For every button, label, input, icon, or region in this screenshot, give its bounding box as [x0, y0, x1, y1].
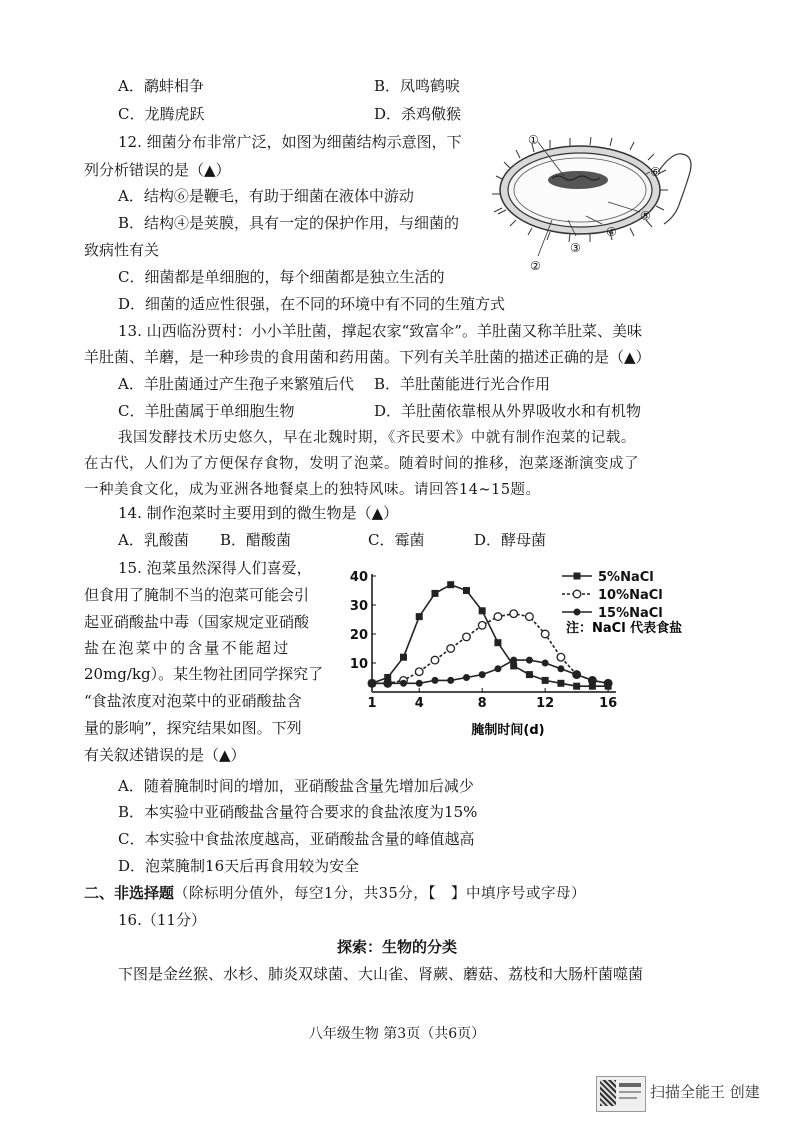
q13-option-c: C．羊肚菌属于单细胞生物: [118, 402, 295, 420]
series-3-point: [510, 657, 517, 664]
passage-line2: 在古代，人们为了方便保存食物，发明了泡菜。随着时间的推移，泡菜逐渐演变成了: [84, 456, 639, 472]
series-2-point: [463, 633, 471, 641]
q15-stem-line6: “食盐浓度对泡菜中的亚硝酸盐含: [84, 692, 302, 710]
series-3-point: [447, 677, 454, 684]
series-2-point: [431, 656, 439, 664]
label-4: ④: [606, 225, 617, 239]
series-1-point: [494, 639, 501, 646]
q14-option-a: A．乳酸菌: [118, 531, 189, 549]
series-3-point: [400, 680, 407, 687]
series-3-point: [494, 665, 501, 672]
q15-stem-line7: 量的影响”，探究结果如图。下列: [84, 719, 302, 737]
section2-title: 二、非选择题: [84, 884, 175, 902]
q15-option-d: D．泡菜腌制16天后再食用较为安全: [118, 857, 360, 875]
q12-option-a: A．结构⑥是鞭毛，有助于细菌在液体中游动: [118, 187, 414, 205]
q11-option-c: C．龙腾虎跃: [118, 105, 205, 123]
series-2-point: [494, 613, 502, 621]
y-tick-label: 30: [349, 599, 368, 614]
q15-stem-line8: 有关叙述错误的是（▲）: [84, 746, 246, 764]
section2-heading: [84, 883, 586, 904]
q15-option-c: C．本实验中食盐浓度越高，亚硝酸盐含量的峰值越高: [118, 830, 475, 848]
series-1-point: [400, 654, 407, 661]
y-tick-label: 40: [349, 570, 368, 585]
series-1-point: [479, 607, 486, 614]
q11-option-a: A．鹬蚌相争: [118, 77, 204, 95]
cell-membrane: [514, 158, 646, 222]
label-6: ⑥: [650, 165, 661, 179]
q12-option-b-line1: B．结构④是荚膜，具有一定的保护作用，与细菌的: [118, 214, 460, 232]
qr-icon: [600, 1080, 616, 1106]
q15-option-a: A．随着腌制时间的增加，亚硝酸盐含量先增加后减少: [118, 777, 474, 795]
q13-stem-line2: 羊肚菌、羊蘑，是一种珍贵的食用菌和药用菌。下列有关羊肚菌的描述正确的是（▲）: [84, 348, 651, 366]
series-1-point: [573, 683, 580, 690]
series-3-point: [526, 657, 533, 664]
q13-option-d: D．羊肚菌依靠根从外界吸收水和有机物: [374, 402, 642, 420]
q16-stem: 16.（11分）: [118, 911, 206, 929]
q15-stem-line2: 但食用了腌制不当的泡菜可能会引: [84, 586, 310, 604]
label-2: ②: [530, 259, 541, 273]
x-tick-label: 4: [414, 696, 424, 711]
q14-option-c: C．霉菌: [368, 531, 425, 549]
y-tick-label: 10: [349, 657, 368, 672]
q12-option-d: D．细菌的适应性很强，在不同的环境中有不同的生殖方式: [118, 295, 506, 313]
q15-option-b: B．本实验中亚硝酸盐含量符合要求的食盐浓度为15%: [118, 803, 478, 821]
q16-heading: 探索：生物的分类: [336, 938, 457, 956]
series-3-point: [431, 677, 438, 684]
q12-stem-line2: 列分析错误的是（▲）: [84, 161, 231, 179]
series-2-point: [541, 630, 549, 638]
series-3-point: [589, 677, 596, 684]
x-tick-label: 8: [477, 696, 487, 711]
label-1: ①: [528, 133, 539, 147]
series-3-point: [573, 671, 580, 678]
chart-note: 注：NaCl 代表食盐: [566, 621, 683, 636]
series-1-point: [542, 677, 549, 684]
flagellum: [658, 154, 691, 224]
dna-region: [548, 171, 608, 189]
legend-label-2: 10%NaCl: [598, 588, 663, 603]
x-tick-label: 16: [599, 696, 618, 711]
q15-stem-line3: 起亚硝酸盐中毒（国家规定亚硝酸: [84, 613, 310, 631]
x-tick-label: 1: [367, 696, 377, 711]
q14-option-b: B．醋酸菌: [220, 531, 292, 549]
bacterium-diagram: [490, 128, 700, 278]
series-3-point: [384, 680, 391, 687]
q11-option-d: D．杀鸡儆猴: [374, 105, 462, 123]
page-number: 八年级生物 第3页（共6页）: [308, 1026, 486, 1042]
legend-label-1: 5%NaCl: [598, 570, 654, 585]
label-3: ③: [570, 241, 581, 255]
x-tick-label: 12: [536, 696, 555, 711]
q11-option-b: B．凤鸣鹤唳: [374, 77, 461, 95]
q13-stem-line1: 13. 山西临汾贾村：小小羊肚菌，撑起农家“致富伞”。羊肚菌又称羊肚菜、美味: [118, 322, 642, 340]
series-3-point: [479, 671, 486, 678]
legend-marker-2: [573, 590, 581, 598]
y-tick-label: 20: [349, 628, 368, 643]
series-3-point: [557, 665, 564, 672]
passage-line3: 一种美食文化，成为亚洲各地餐桌上的独特风味。请回答14~15题。: [84, 482, 541, 498]
series-3-point: [416, 680, 423, 687]
series-3-point: [463, 674, 470, 681]
q13-option-b: B．羊肚菌能进行光合作用: [374, 375, 551, 393]
q12-option-b-line2: 致病性有关: [84, 241, 160, 259]
legend-label-3: 15%NaCl: [598, 606, 663, 621]
series-1-point: [526, 671, 533, 678]
q16-line1: 下图是金丝猴、水杉、肺炎双球菌、大山雀、肾蕨、蘑菇、荔枝和大肠杆菌噬菌: [118, 965, 644, 983]
legend-marker-3: [574, 609, 581, 616]
series-3-point: [605, 680, 612, 687]
section2-note: （除标明分值外，每空1分，共35分，【 】中填序号或字母）: [174, 886, 586, 902]
q12-option-c: C．细菌都是单细胞的，每个细菌都是独立生活的: [118, 268, 445, 286]
series-1-point: [431, 590, 438, 597]
q12-stem-line1: 12. 细菌分布非常广泛，如图为细菌结构示意图，下: [118, 133, 462, 151]
passage-line1: 我国发酵技术历史悠久，早在北魏时期，《齐民要术》中就有制作泡菜的记载。: [118, 430, 636, 446]
series-2-point: [447, 645, 455, 653]
series-1-point: [557, 680, 564, 687]
scanner-watermark: 扫描全能王 创建: [650, 1083, 760, 1101]
series-2-point: [415, 668, 423, 676]
scanner-logo: [596, 1076, 646, 1112]
q15-stem-line1: 15. 泡菜虽然深得人们喜爱，: [118, 559, 312, 577]
q13-option-a: A．羊肚菌通过产生孢子来繁殖后代: [118, 375, 354, 393]
legend-marker-1: [574, 573, 581, 580]
x-axis-label: 腌制时间(d): [471, 723, 545, 738]
q15-stem-line4: 盐在泡菜中的含量不能超过: [84, 639, 291, 657]
series-2-point: [510, 610, 518, 618]
series-1-point: [416, 613, 423, 620]
series-2-point: [557, 653, 565, 661]
series-2-point: [478, 622, 486, 630]
series-2-point: [526, 613, 534, 621]
q14-stem: 14. 制作泡菜时主要用到的微生物是（▲）: [118, 504, 399, 522]
q15-stem-line5: 20mg/kg）。某生物社团同学探究了: [84, 665, 324, 683]
series-3-point: [369, 680, 376, 687]
series-1-point: [447, 581, 454, 588]
series-1-point: [463, 587, 470, 594]
series-3-point: [542, 660, 549, 667]
label-5: ⑤: [640, 209, 651, 223]
nitrite-chart: [340, 566, 720, 742]
q14-option-d: D．酵母菌: [474, 531, 547, 549]
